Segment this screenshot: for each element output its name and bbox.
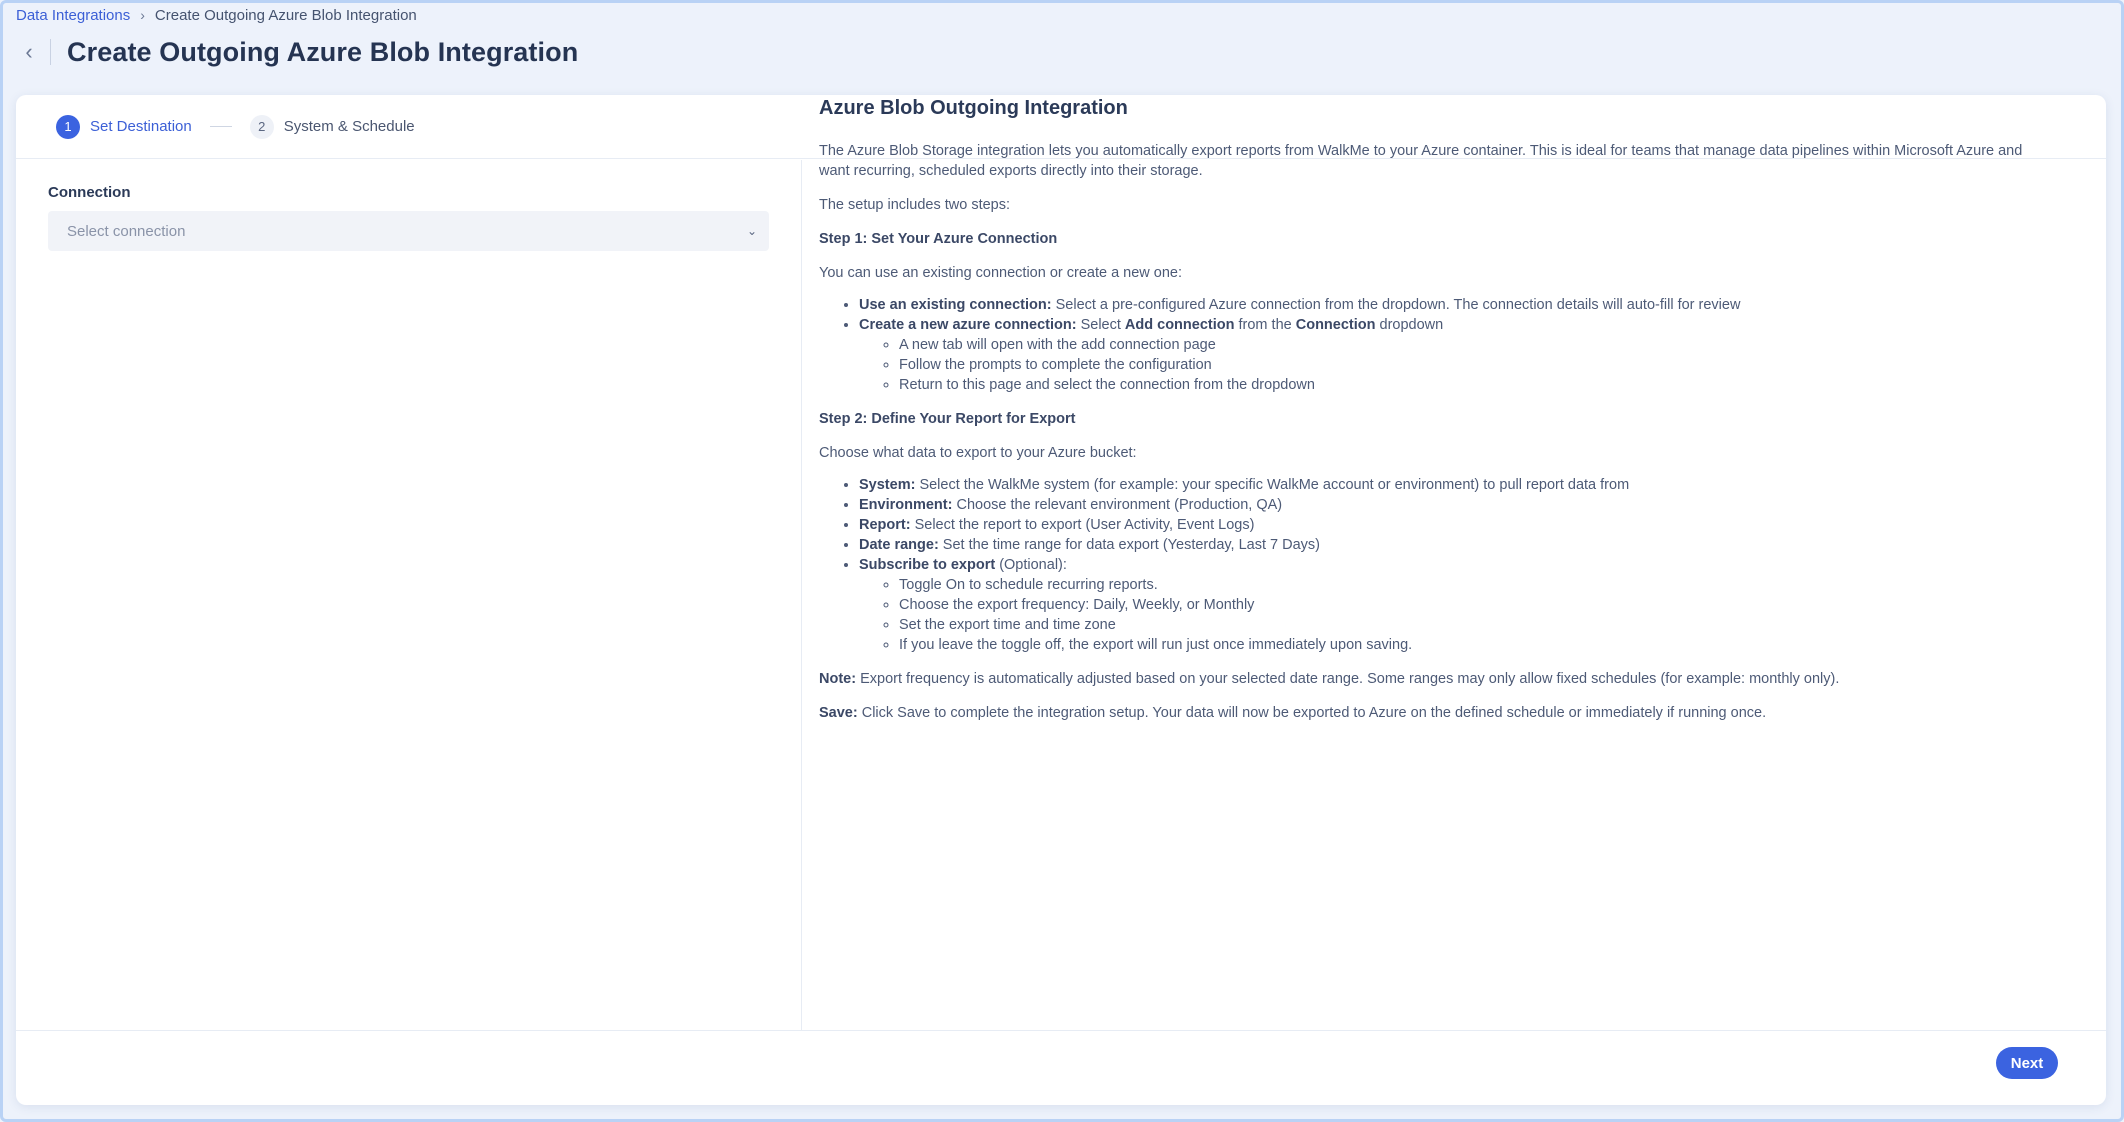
connection-panel [16,160,802,1030]
info-setup: The setup includes two steps: [819,197,1011,213]
connection-label: Connection [48,184,131,201]
list-item: • Report: Select the report to export (User Activity, Event Logs) [859,515,2049,535]
back-button[interactable] [16,36,42,68]
step-set-destination[interactable] [56,115,192,139]
chevron-left-icon: ‹ [25,39,33,64]
info-save: Save: Click Save to complete the integration setup. Your data will now be exported to Azure on the defined schedule or immediately if running once. [819,705,1767,721]
step1-title: Step 1: Set Your Azure Connection [819,231,1058,247]
connection-select[interactable] [48,211,769,251]
breadcrumb-data-integrations-link[interactable]: Data Integrations [16,6,131,24]
info-note: Note: Export frequency is automatically adjusted based on your selected date range. Some ranges may only allow fixed schedules (for example: monthly only). [819,671,1840,687]
sub-list-item: ◦ Set the export time and time zone [899,615,2049,635]
list-item: • Environment: Choose the relevant environment (Production, QA) [859,495,2049,515]
step-number-badge: 1 [56,115,80,139]
step2-title: Step 2: Define Your Report for Export [819,411,1076,427]
step2-intro: Choose what data to export to your Azure bucket: [819,445,1137,461]
list-item: • Date range: Set the time range for data export (Yesterday, Last 7 Days) [859,535,2049,555]
chevron-down-icon: ⌄ [746,224,757,238]
header-divider [50,39,51,65]
step-system-schedule[interactable] [250,115,415,139]
footer [16,1030,2106,1105]
breadcrumb-current: Create Outgoing Azure Blob Integration [154,6,417,24]
sub-list [899,575,2049,655]
step-label: System & Schedule [283,118,415,135]
connection-select-placeholder: Select connection [67,222,186,240]
step1-intro: You can use an existing connection or create a new one: [819,265,1183,281]
step2-list [859,475,2049,655]
list-item: • Use an existing connection: Select a pre-configured Azure connection from the dropdown. The connection details will auto-fill for review [859,295,2049,315]
sub-list-item: ◦ Choose the export frequency: Daily, Weekly, or Monthly [899,595,2049,615]
sub-list [899,335,2049,395]
step1-list [859,295,2049,395]
breadcrumb [16,4,417,26]
info-title: Azure Blob Outgoing Integration [819,97,1128,119]
page-header [16,34,578,70]
list-item: • Subscribe to export (Optional): ◦ Toggle On to schedule recurring reports. ◦ Choose the export frequency: Daily, Weekly, or Monthly ◦ Set the export time and time zone ◦ If you leave the toggle off, the export will run just once immediately upon saving. [859,555,2049,655]
sub-list-item: ◦ A new tab will open with the add connection page [899,335,2049,355]
sub-list-item: ◦ Toggle On to schedule recurring reports. [899,575,2049,595]
sub-list-item: ◦ Follow the prompts to complete the configuration [899,355,2049,375]
sub-list-item: ◦ If you leave the toggle off, the export will run just once immediately upon saving. [899,635,2049,655]
sub-list-item: ◦ Return to this page and select the connection from the dropdown [899,375,2049,395]
step-connector [210,126,232,127]
step-label: Set Destination [90,118,192,135]
breadcrumb-separator-icon: › [140,7,145,23]
info-intro: The Azure Blob Storage integration lets you automatically export reports from WalkMe to your Azure container. This is ideal for teams that manage data pipelines within Microsoft Azure and want recurring, scheduled exports directly into their storage. [819,143,2023,179]
step-number-badge: 2 [250,115,274,139]
list-item: • System: Select the WalkMe system (for example: your specific WalkMe account or environment) to pull report data from [859,475,2049,495]
page-title: Create Outgoing Azure Blob Integration [67,36,579,67]
list-item: • Create a new azure connection: Select Add connection from the Connection dropdown ◦ A new tab will open with the add connection page ◦ Follow the prompts to complete the configuration ◦ Return to this page and select the connection from the dropdown [859,315,2049,395]
next-button[interactable]: Next [1996,1047,2058,1079]
info-panel [819,95,2049,905]
